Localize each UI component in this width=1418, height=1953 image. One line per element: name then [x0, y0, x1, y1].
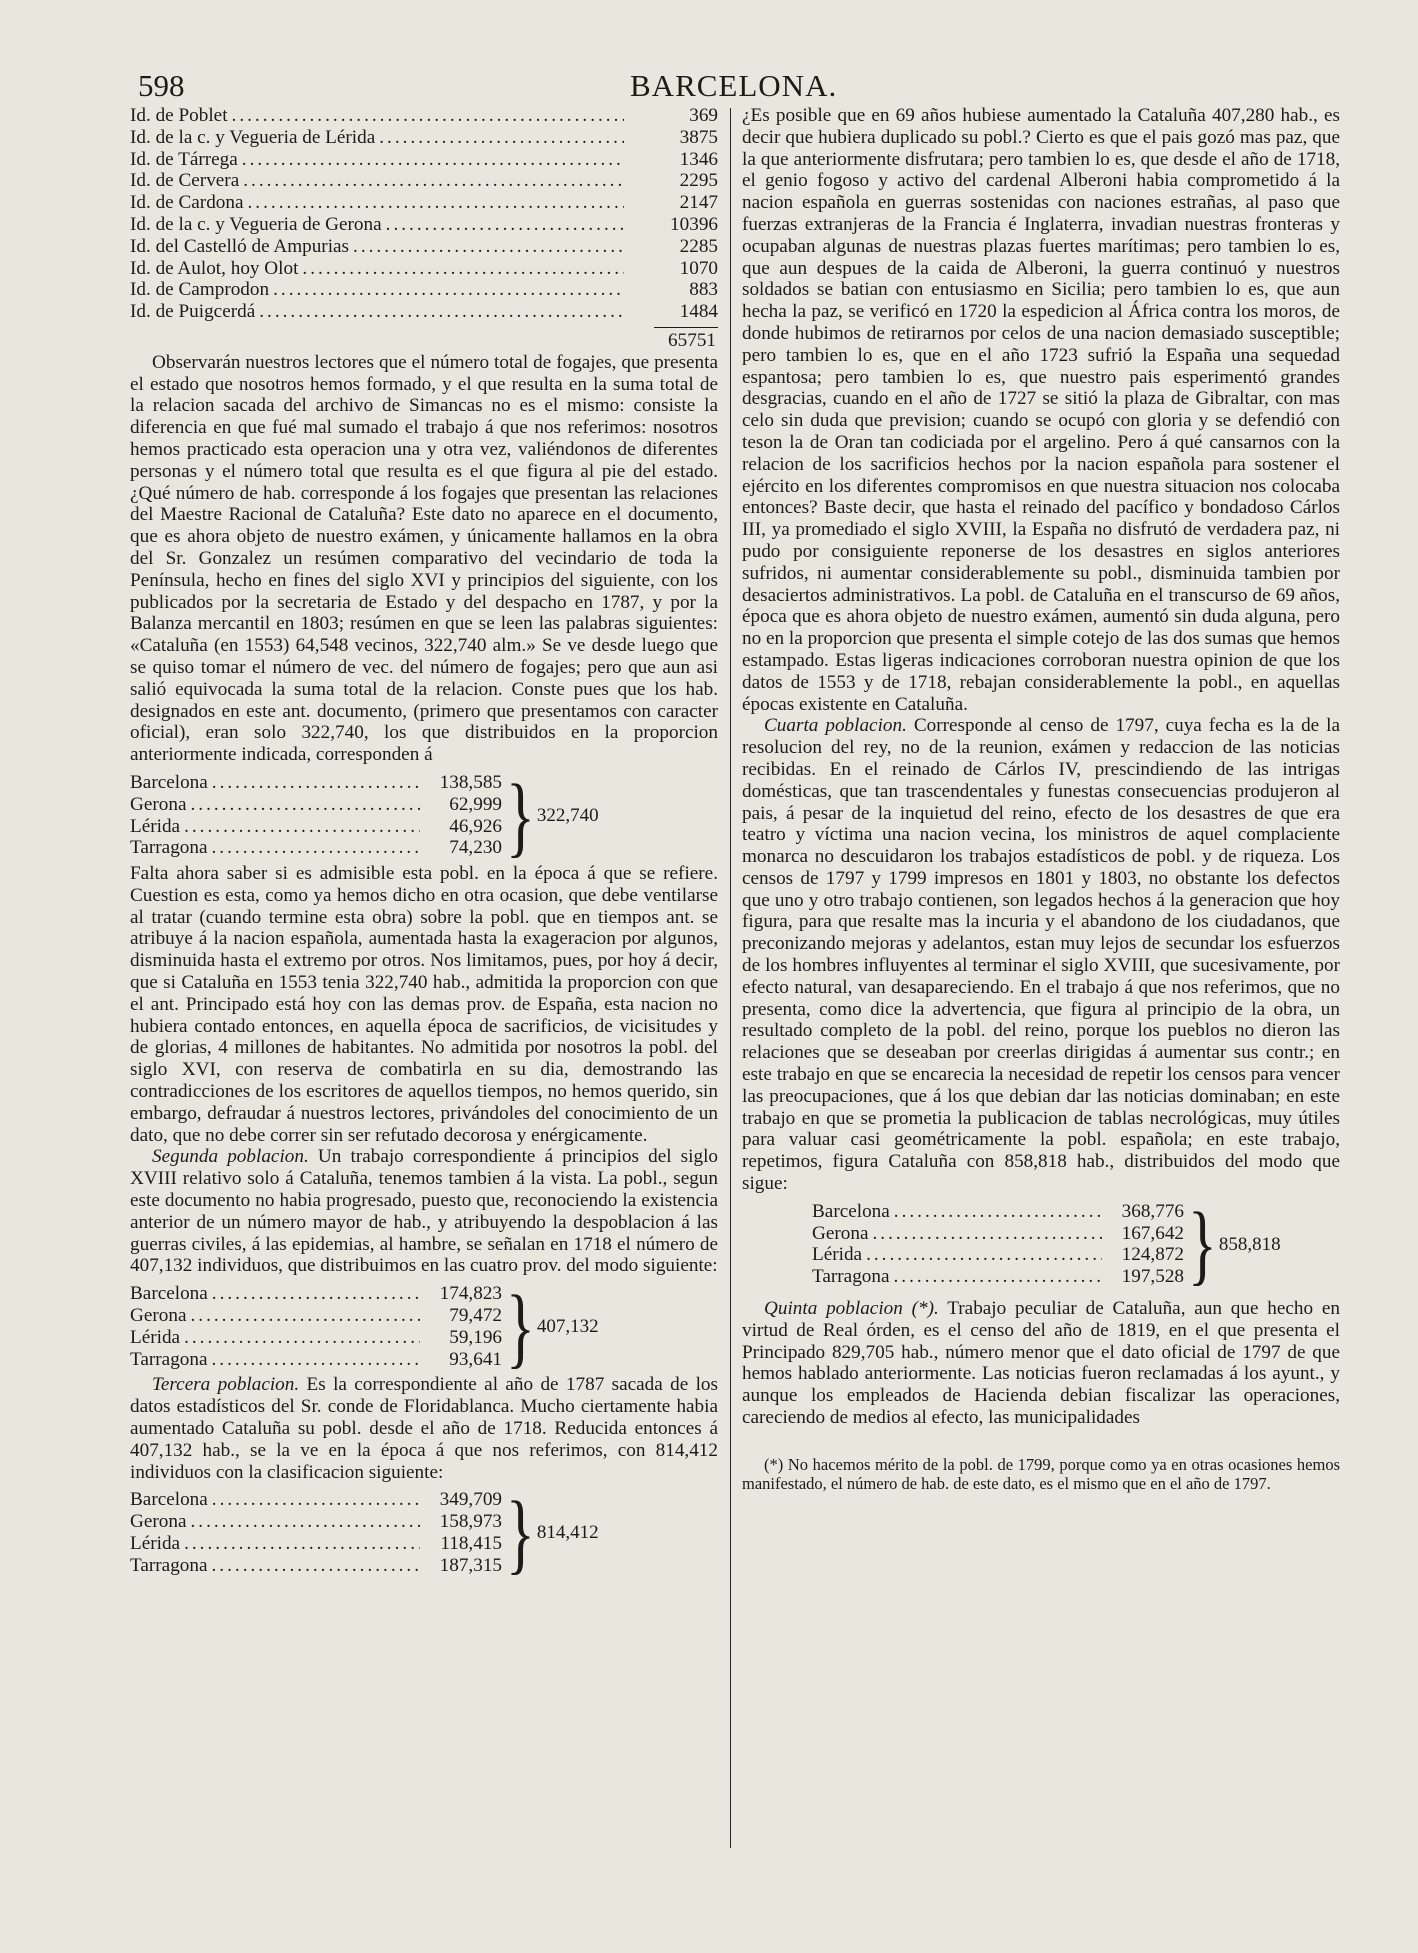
- list-item: Id. del Castelló de Ampurias ..... 2285: [130, 236, 718, 258]
- section-label: Tercera poblacion.: [152, 1374, 300, 1396]
- list-item: Id. de Tárrega ..... 1346: [130, 149, 718, 171]
- sum-rule: [654, 327, 718, 328]
- table-total: 814,412: [536, 1522, 599, 1544]
- list-item: Id. de Poblet ..... 369: [130, 105, 718, 127]
- table-row: Lérida ..... 124,872: [812, 1244, 1184, 1266]
- brace: }: [506, 766, 535, 865]
- table-total: 322,740: [536, 804, 599, 826]
- jurisdiction-list: [130, 105, 718, 352]
- list-item: Id. de Puigcerdá ..... 1484: [130, 301, 718, 323]
- list-item: Id. de la c. y Vegueria de Gerona ..... 10396: [130, 214, 718, 236]
- jurisdictions-total: 65751: [668, 329, 716, 351]
- table-row: Gerona ..... 79,472: [130, 1305, 502, 1327]
- population-table-1718: [130, 1277, 718, 1377]
- population-table-1797: [812, 1194, 1340, 1294]
- section-label: Cuarta poblacion.: [764, 715, 907, 737]
- table-total: 407,132: [536, 1315, 599, 1337]
- list-item: Id. de Camprodon ..... 883: [130, 279, 718, 301]
- left-column: [130, 105, 718, 1581]
- table-row: Tarragona ..... 74,230: [130, 837, 502, 859]
- running-head: BARCELONA.: [630, 68, 838, 103]
- population-table-1553: [130, 766, 718, 865]
- paragraph: Tercera poblacion. Es la correspondiente al año de 1787 sacada de los datos estadísticos del Sr. conde de Floridablanca. Mucho ciertamente habia aumentado Cataluña su pobl. desde el año de 1718. Reducida entonces á 407,132 hab., se la ve en la época á que nos referimos, con 814,412 individuos con la clasificacion siguiente:: [130, 1374, 718, 1483]
- section-label: Segunda poblacion.: [152, 1146, 309, 1168]
- paragraph: Cuarta poblacion. Corresponde al censo de 1797, cuya fecha es la de la resolucion del rey, no de la reunion, exámen y redaccion de las noticias recibidas. En el reinado de Cárlos IV, prescindiendo de las intrigas domésticas, que tan trascendentales y funestas consecuencias produjeron al pais, á pesar de la inquietud del reino, efecto de los desastres de que era teatro y víctima una nacion vecina, los ministros de aquel complaciente monarca no descuidaron los trabajos estadísticos de pobl. y de riqueza. Los censos de 1797 y 1799 impresos en 1801 y 1803, no obstante los defectos que uno y otro trabajo contienen, son legados hechos á la generacion que hoy figura, para que resalte mas la incuria y el abandono de los ciudadanos, que preconizando mejoras y adelantos, estan muy lejos de secundar los esfuerzos de los hombres influyentes al terminar el siglo XVIII, que sucesivamente, por efecto natural, van desapareciendo. En el trabajo á que nos referimos, que no presenta, como dice la advertencia, que figura al principio de la obra, un resultado completo de la pobl. del reino, porque los pueblos no dieron las relaciones que se deseaban por creerlas dirigidas á aumentar sus contr.; en este trabajo en que se encarecia la necesidad de repetir los censos para vencer las preocupaciones, que á los que debian dar las noticias dominaban; en este trabajo en que se prometia la publicacion de tablas necrológicas, muy útiles para valuar casi geométricamente la pobl. española; en este trabajo, repetimos, figura Cataluña con 858,818 hab., distribuidos del modo que sigue:: [742, 715, 1341, 1195]
- table-row: Gerona ..... 158,973: [130, 1511, 502, 1533]
- table-row: Lérida ..... 59,196: [130, 1327, 502, 1349]
- section-label: Quinta poblacion (*).: [764, 1298, 939, 1320]
- paragraph: Segunda poblacion. Un trabajo correspondiente á principios del siglo XVIII relativo solo á Cataluña, tenemos tambien á la vista. La pobl., segun este documento no habia progresado, puesto que, reconociendo la existencia anterior de un número mayor de hab., y atribuyendo la despoblacion á las guerras civiles, á las epidemias, al hambre, se señalan en 1718 el número de 407,132 individuos, que distribuimos en las cuatro prov. del modo siguiente:: [130, 1146, 718, 1277]
- table-row: Barcelona ..... 349,709: [130, 1489, 502, 1511]
- paragraph: ¿Es posible que en 69 años hubiese aumentado la Cataluña 407,280 hab., es decir que hubiera duplicado su pobl.? Cierto es que el pais gozó mas paz, que la que anteriormente disfrutara; pero tambien lo es, que desde el año de 1718, el genio fogoso y activo del cardenal Alberoni habia comprometido á la nacion española en guerras sostenidas con naciones estrañas, al paso que fuerzas extranjeras de la Francia é Inglaterra, invadian nuestras fronteras y ocupaban algunas de nuestras plazas fuertes marítimas; pero tambien lo es, que aun despues de la caida de Alberoni, la guerra continuó y nuestros soldados se batian con entusiasmo en Sicilia; pero tambien lo es, que aun hecha la paz, se verificó en 1720 la espedicion al África contra los moros, de donde hubimos de retirarnos por celos de una nacion demasiado susceptible; pero tambien lo es, que en el año 1723 sufrió la España una sequedad espantosa; pero tambien lo es, que nuestro pais esperimentó grandes desgracias, cuando en el año de 1727 se sitió la plaza de Gibraltar, con mas celo sin duda que prevision; cuando se ocupó con gloria y se defendió con teson la de Oran tan codiciada por el argelino. Pero á qué cansarnos con la relacion de los sacrificios hechos por la nacion española para sostener el ejército en los diferentes compromisos en que nuestra situacion nos colocaba entonces? Baste decir, que hasta el reinado del pacífico y bondadoso Cárlos III, ya promediado el siglo XVIII, la España no disfrutó de verdadera paz, ni pudo por consiguiente reponerse de los desastres en siglos anteriores sufridos, ni aumentar considerablemente su pobl., disminuida tambien por desaciertos administrativos. La pobl. de Cataluña en el transcurso de 69 años, época que es ahora objeto de nuestro exámen, aumentó sin duda alguna, pero no en la proporcion que presenta el simple cotejo de las dos sumas que hemos estampado. Estas ligeras indicaciones corroboran nuestra opinion de que los datos de 1553 y de 1718, rebajan considerablemente la pobl., en aquellas épocas existente en Cataluña.: [742, 105, 1340, 715]
- table-row: Lérida ..... 118,415: [130, 1533, 502, 1555]
- footnote: (*) No hacemos mérito de la pobl. de 1799, porque como ya en otras ocasiones hemos manifestado, el número de hab. de este dato, es el mismo que en el año de 1797.: [742, 1454, 1340, 1493]
- table-row: Tarragona ..... 93,641: [130, 1349, 502, 1371]
- table-row: Gerona ..... 62,999: [130, 794, 502, 816]
- table-total: 858,818: [1218, 1233, 1281, 1255]
- column-divider: [730, 108, 731, 1848]
- table-row: Lérida ..... 46,926: [130, 816, 502, 838]
- table-row: Barcelona ..... 138,585: [130, 772, 502, 794]
- list-item: Id. de Cervera ..... 2295: [130, 170, 718, 192]
- list-item: Id. de Cardona ..... 2147: [130, 192, 718, 214]
- brace: }: [506, 1483, 535, 1583]
- table-row: Gerona ..... 167,642: [812, 1223, 1184, 1245]
- table-row: Tarragona ..... 187,315: [130, 1555, 502, 1577]
- paragraph: Quinta poblacion (*). Trabajo peculiar de Cataluña, aun que hecho en virtud de Real órden, es el censo del año de 1819, en el que presenta el Principado 829,705 hab., número menor que el dato oficial de 1797 de que hemos hablado anteriormente. Las noticias fueron reclamadas á los ayunt., y aunque los empleados de Hacienda debian fiscalizar las operaciones, careciendo de medios al efecto, las municipalidades: [742, 1298, 1340, 1429]
- population-table-1787: [130, 1483, 718, 1583]
- paragraph: Observarán nuestros lectores que el número total de fogajes, que presenta el estado que nosotros hemos formado, y el que resulta en la suma total de la relacion sacada del archivo de Simancas no es el mismo: consiste la diferencia en que fué mal sumado el trabajo á que nos referimos: nosotros hemos practicado esta operacion una y otra vez, valiéndonos de diferentes personas y el número total que resulta es el que figura al pie del estado. ¿Qué número de hab. corresponde á los fogajes que presentan las relaciones del Maestre Racional de Cataluña? Este dato no aparece en el documento, que es ahora objeto de nuestro exámen, y únicamente hallamos en la obra del Sr. Gonzalez un resúmen comparativo del vecindario de toda la Península, hecho en fines del siglo XVI y principios del siguiente, con los publicados por la secretaria de Estado y del despacho en 1787, y por la Balanza mercantil en 1803; resúmen en que se leen las palabras siguientes: «Cataluña (en 1553) 64,548 vecinos, 322,740 alm.» Se ve desde luego que se quiso tomar el número de vec. del número de fogajes; pero que aun asi salió equivocada la suma total de la relacion. Conste pues que los hab. designados en este ant. documento, (primero que presentamos con caracter oficial), eran solo 322,740, los que distribuidos en la proporcion anteriormente indicada, corresponden á: [130, 351, 718, 766]
- brace: }: [1188, 1194, 1217, 1294]
- list-item: Id. de la c. y Vegueria de Lérida ..... 3875: [130, 127, 718, 149]
- page-number: 598: [138, 68, 185, 103]
- list-item: Id. de Aulot, hoy Olot ..... 1070: [130, 258, 718, 280]
- brace: }: [506, 1277, 535, 1377]
- table-row: Barcelona ..... 368,776: [812, 1201, 1184, 1223]
- paragraph: Falta ahora saber si es admisible esta pobl. en la época á que se refiere. Cuestion es esta, como ya hemos dicho en otra ocasion, que debe ventilarse al tratar (cuando termine esta obra) sobre la pobl. que en tiempos ant. se atribuye á la nacion española, aumentada hasta la exageracion por algunos, disminuida hasta el extremo por otros. Nos limitamos, pues, por hoy á decir, que si Cataluña en 1553 tenia 322,740 hab., admitida la proporcion con que el ant. Principado está hoy con las demas prov. de España, esta nacion no hubiera contado entonces, en aquella época de sacrificios, de vicisitudes y de glorias, 4 millones de habitantes. No admitida por nosotros la pobl. del siglo XVI, con reserva de combatirla en su dia, demostrando las contradicciones de los escritores de aquellos tiempos, no hemos querido, sin embargo, defraudar á nuestros lectores, privándoles del conocimiento de un dato, que no debe correr sin ser refutado decorosa y enérgicamente.: [130, 863, 718, 1146]
- table-row: Tarragona ..... 197,528: [812, 1266, 1184, 1288]
- table-row: Barcelona ..... 174,823: [130, 1283, 502, 1305]
- right-column: [742, 105, 1340, 1493]
